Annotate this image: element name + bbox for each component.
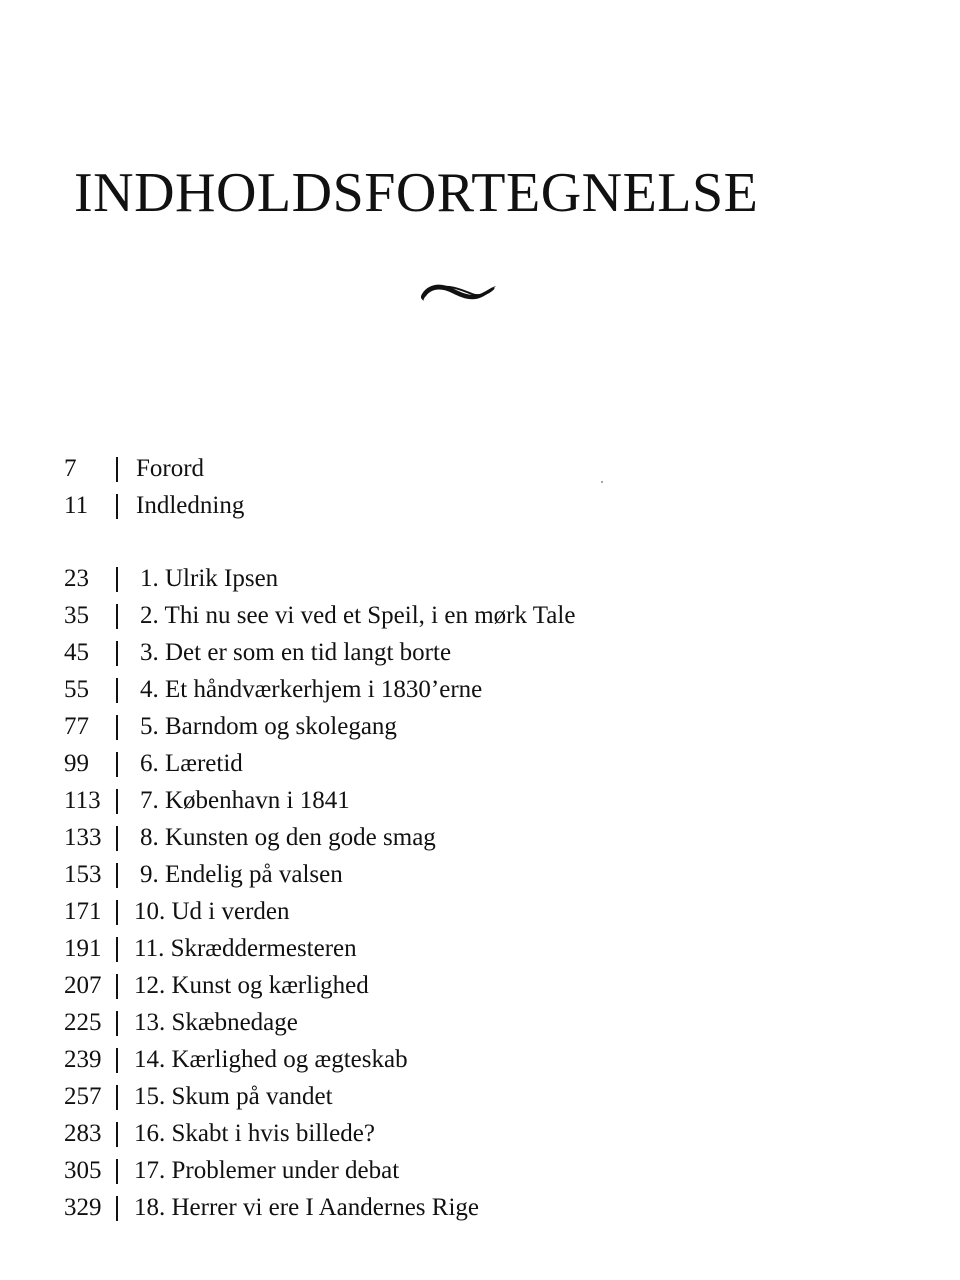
toc-entry-chapter[interactable]: [64, 560, 764, 597]
entry-title: 4. Et håndværkerhjem i 1830’erne: [140, 676, 483, 703]
entry-title: 8. Kunsten og den gode smag: [140, 824, 436, 851]
entry-title: Indledning: [136, 492, 245, 519]
page-number: 207: [64, 972, 102, 999]
page-number: 283: [64, 1120, 102, 1147]
entry-title: 6. Læretid: [140, 750, 243, 777]
page-number: 329: [64, 1194, 102, 1221]
separator-bar: [116, 1196, 118, 1221]
entry-title: 15. Skum på vandet: [134, 1083, 333, 1110]
separator-bar: [116, 457, 118, 482]
page-number: 113: [64, 787, 101, 814]
separator-bar: [116, 974, 118, 999]
toc-entry-chapter[interactable]: [64, 1189, 764, 1226]
page-number: 45: [64, 639, 89, 666]
separator-bar: [116, 715, 118, 740]
entry-title: 2. Thi nu see vi ved et Speil, i en mørk Tale: [140, 602, 576, 629]
separator-bar: [116, 604, 118, 629]
entry-title: 13. Skæbnedage: [134, 1009, 298, 1036]
separator-bar: [116, 863, 118, 888]
toc-entry-chapter[interactable]: [64, 708, 764, 745]
toc-entry-chapter[interactable]: [64, 1115, 764, 1152]
toc-entry-chapter[interactable]: [64, 856, 764, 893]
toc-entry-forord[interactable]: [64, 450, 764, 487]
chapter-list: [64, 560, 764, 1226]
toc-entry-chapter[interactable]: [64, 671, 764, 708]
entry-title: 1. Ulrik Ipsen: [140, 565, 279, 592]
page-number: 191: [64, 935, 102, 962]
entry-title: 12. Kunst og kærlighed: [134, 972, 369, 999]
page-number: 23: [64, 565, 89, 592]
separator-bar: [116, 900, 118, 925]
separator-bar: [116, 1048, 118, 1073]
page-number: 11: [64, 492, 89, 519]
separator-bar: [116, 641, 118, 666]
entry-title: 17. Problemer under debat: [134, 1157, 400, 1184]
entry-title: 10. Ud i verden: [134, 898, 290, 925]
separator-bar: [116, 1122, 118, 1147]
page-number: 171: [64, 898, 102, 925]
entry-title: 18. Herrer vi ere I Aandernes Rige: [134, 1194, 479, 1221]
entry-title: 14. Kærlighed og ægteskab: [134, 1046, 408, 1073]
page-number: 77: [64, 713, 89, 740]
entry-title: 11. Skræddermesteren: [134, 935, 357, 962]
toc-entry-chapter[interactable]: [64, 967, 764, 1004]
page-number: 239: [64, 1046, 102, 1073]
entry-title: Forord: [136, 455, 205, 482]
page-number: 35: [64, 602, 89, 629]
toc-entry-chapter[interactable]: [64, 930, 764, 967]
entry-title: 3. Det er som en tid langt borte: [140, 639, 452, 666]
page-number: 225: [64, 1009, 102, 1036]
separator-bar: [116, 789, 118, 814]
page-title: INDHOLDSFORTEGNELSE: [74, 162, 759, 224]
toc-entry-chapter[interactable]: [64, 1004, 764, 1041]
entry-title: 9. Endelig på valsen: [140, 861, 343, 888]
toc-entry-chapter[interactable]: [64, 597, 764, 634]
page-number: 55: [64, 676, 89, 703]
separator-bar: [116, 937, 118, 962]
toc-entry-chapter[interactable]: [64, 782, 764, 819]
page-number: 153: [64, 861, 102, 888]
page-number: 133: [64, 824, 102, 851]
separator-bar: [116, 678, 118, 703]
separator-bar: [116, 826, 118, 851]
toc-entry-chapter[interactable]: [64, 745, 764, 782]
separator-bar: [116, 1085, 118, 1110]
page-number: 7: [64, 455, 77, 482]
toc-entry-chapter[interactable]: [64, 819, 764, 856]
separator-bar: [116, 752, 118, 777]
page-number: 305: [64, 1157, 102, 1184]
entry-title: 16. Skabt i hvis billede?: [134, 1120, 375, 1147]
page-number: 257: [64, 1083, 102, 1110]
separator-bar: [116, 1011, 118, 1036]
toc-entry-chapter[interactable]: [64, 893, 764, 930]
separator-bar: [116, 1159, 118, 1184]
separator-bar: [116, 494, 118, 519]
entry-title: 5. Barndom og skolegang: [140, 713, 397, 740]
toc-entry-indledning[interactable]: [64, 487, 764, 524]
separator-bar: [116, 567, 118, 592]
toc-entry-chapter[interactable]: [64, 634, 764, 671]
toc-entry-chapter[interactable]: [64, 1041, 764, 1078]
toc-entry-chapter[interactable]: [64, 1152, 764, 1189]
entry-title: 7. København i 1841: [140, 787, 350, 814]
swash-ornament-icon: [418, 278, 500, 306]
section-gap: [64, 524, 764, 560]
toc-entry-chapter[interactable]: [64, 1078, 764, 1115]
table-of-contents: [64, 450, 764, 1226]
page-number: 99: [64, 750, 89, 777]
